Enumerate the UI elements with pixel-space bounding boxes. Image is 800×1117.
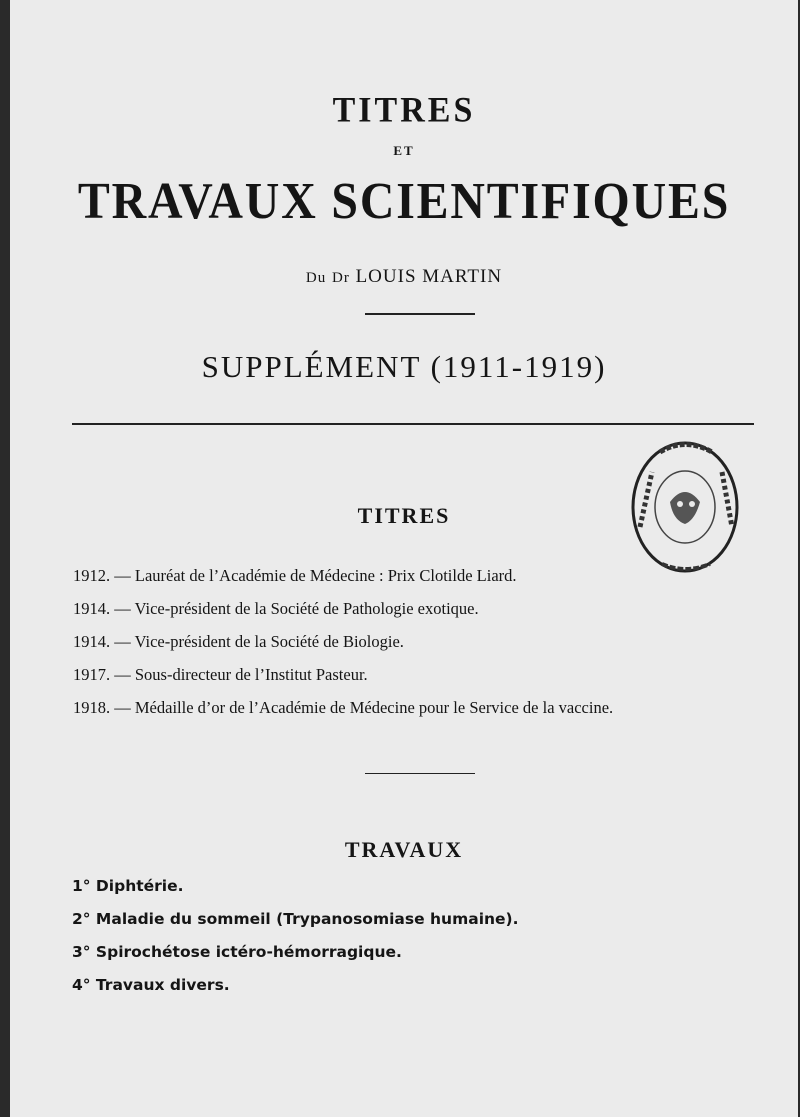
titre-text: — Vice-président de la Société de Pathologie exotique. xyxy=(110,599,479,618)
titre-text: — Médaille d’or de l’Académie de Médecine pour le Service de la vaccine. xyxy=(110,698,614,717)
short-rule-middle xyxy=(365,773,475,774)
travaux-item: 1° Diphtérie. xyxy=(72,877,184,895)
author-dr: Dr xyxy=(332,270,350,286)
titre-entry xyxy=(73,599,773,632)
travaux-item: 3° Spirochétose ictéro-hémorragique. xyxy=(72,943,402,961)
titres-list xyxy=(73,566,773,731)
title-line1: TITRES xyxy=(332,91,476,130)
author-du: Du xyxy=(305,270,327,286)
author-line xyxy=(10,266,798,288)
title-line2: TRAVAUX SCIENTIFIQUES xyxy=(77,173,731,230)
short-rule-top xyxy=(365,313,475,315)
titre-year: 1914. xyxy=(73,599,111,618)
author-name: LOUIS MARTIN xyxy=(355,266,503,287)
titre-year: 1912. xyxy=(73,566,111,585)
titre-entry xyxy=(73,665,773,698)
scanned-page xyxy=(10,0,798,1117)
titre-entry xyxy=(73,566,773,599)
titre-text: — Sous-directeur de l’Institut Pasteur. xyxy=(110,665,368,684)
title-et: ET xyxy=(393,143,415,158)
titre-entry xyxy=(73,632,773,665)
titre-entry xyxy=(73,698,773,731)
titre-text: — Vice-président de la Société de Biologie. xyxy=(110,632,404,651)
travaux-heading: TRAVAUX xyxy=(344,837,464,862)
titre-year: 1914. xyxy=(73,632,111,651)
travaux-list xyxy=(72,877,672,1009)
titre-year: 1917. xyxy=(73,665,111,684)
titres-heading: TITRES xyxy=(357,503,451,528)
travaux-item: 2° Maladie du sommeil (Trypanosomiase humaine). xyxy=(72,910,519,928)
full-width-rule xyxy=(72,423,754,425)
titre-year: 1918. xyxy=(73,698,111,717)
supplement-title: SUPPLÉMENT (1911-1919) xyxy=(201,349,607,384)
titre-text: — Lauréat de l’Académie de Médecine : Prix Clotilde Liard. xyxy=(110,566,517,585)
travaux-item: 4° Travaux divers. xyxy=(72,976,230,994)
